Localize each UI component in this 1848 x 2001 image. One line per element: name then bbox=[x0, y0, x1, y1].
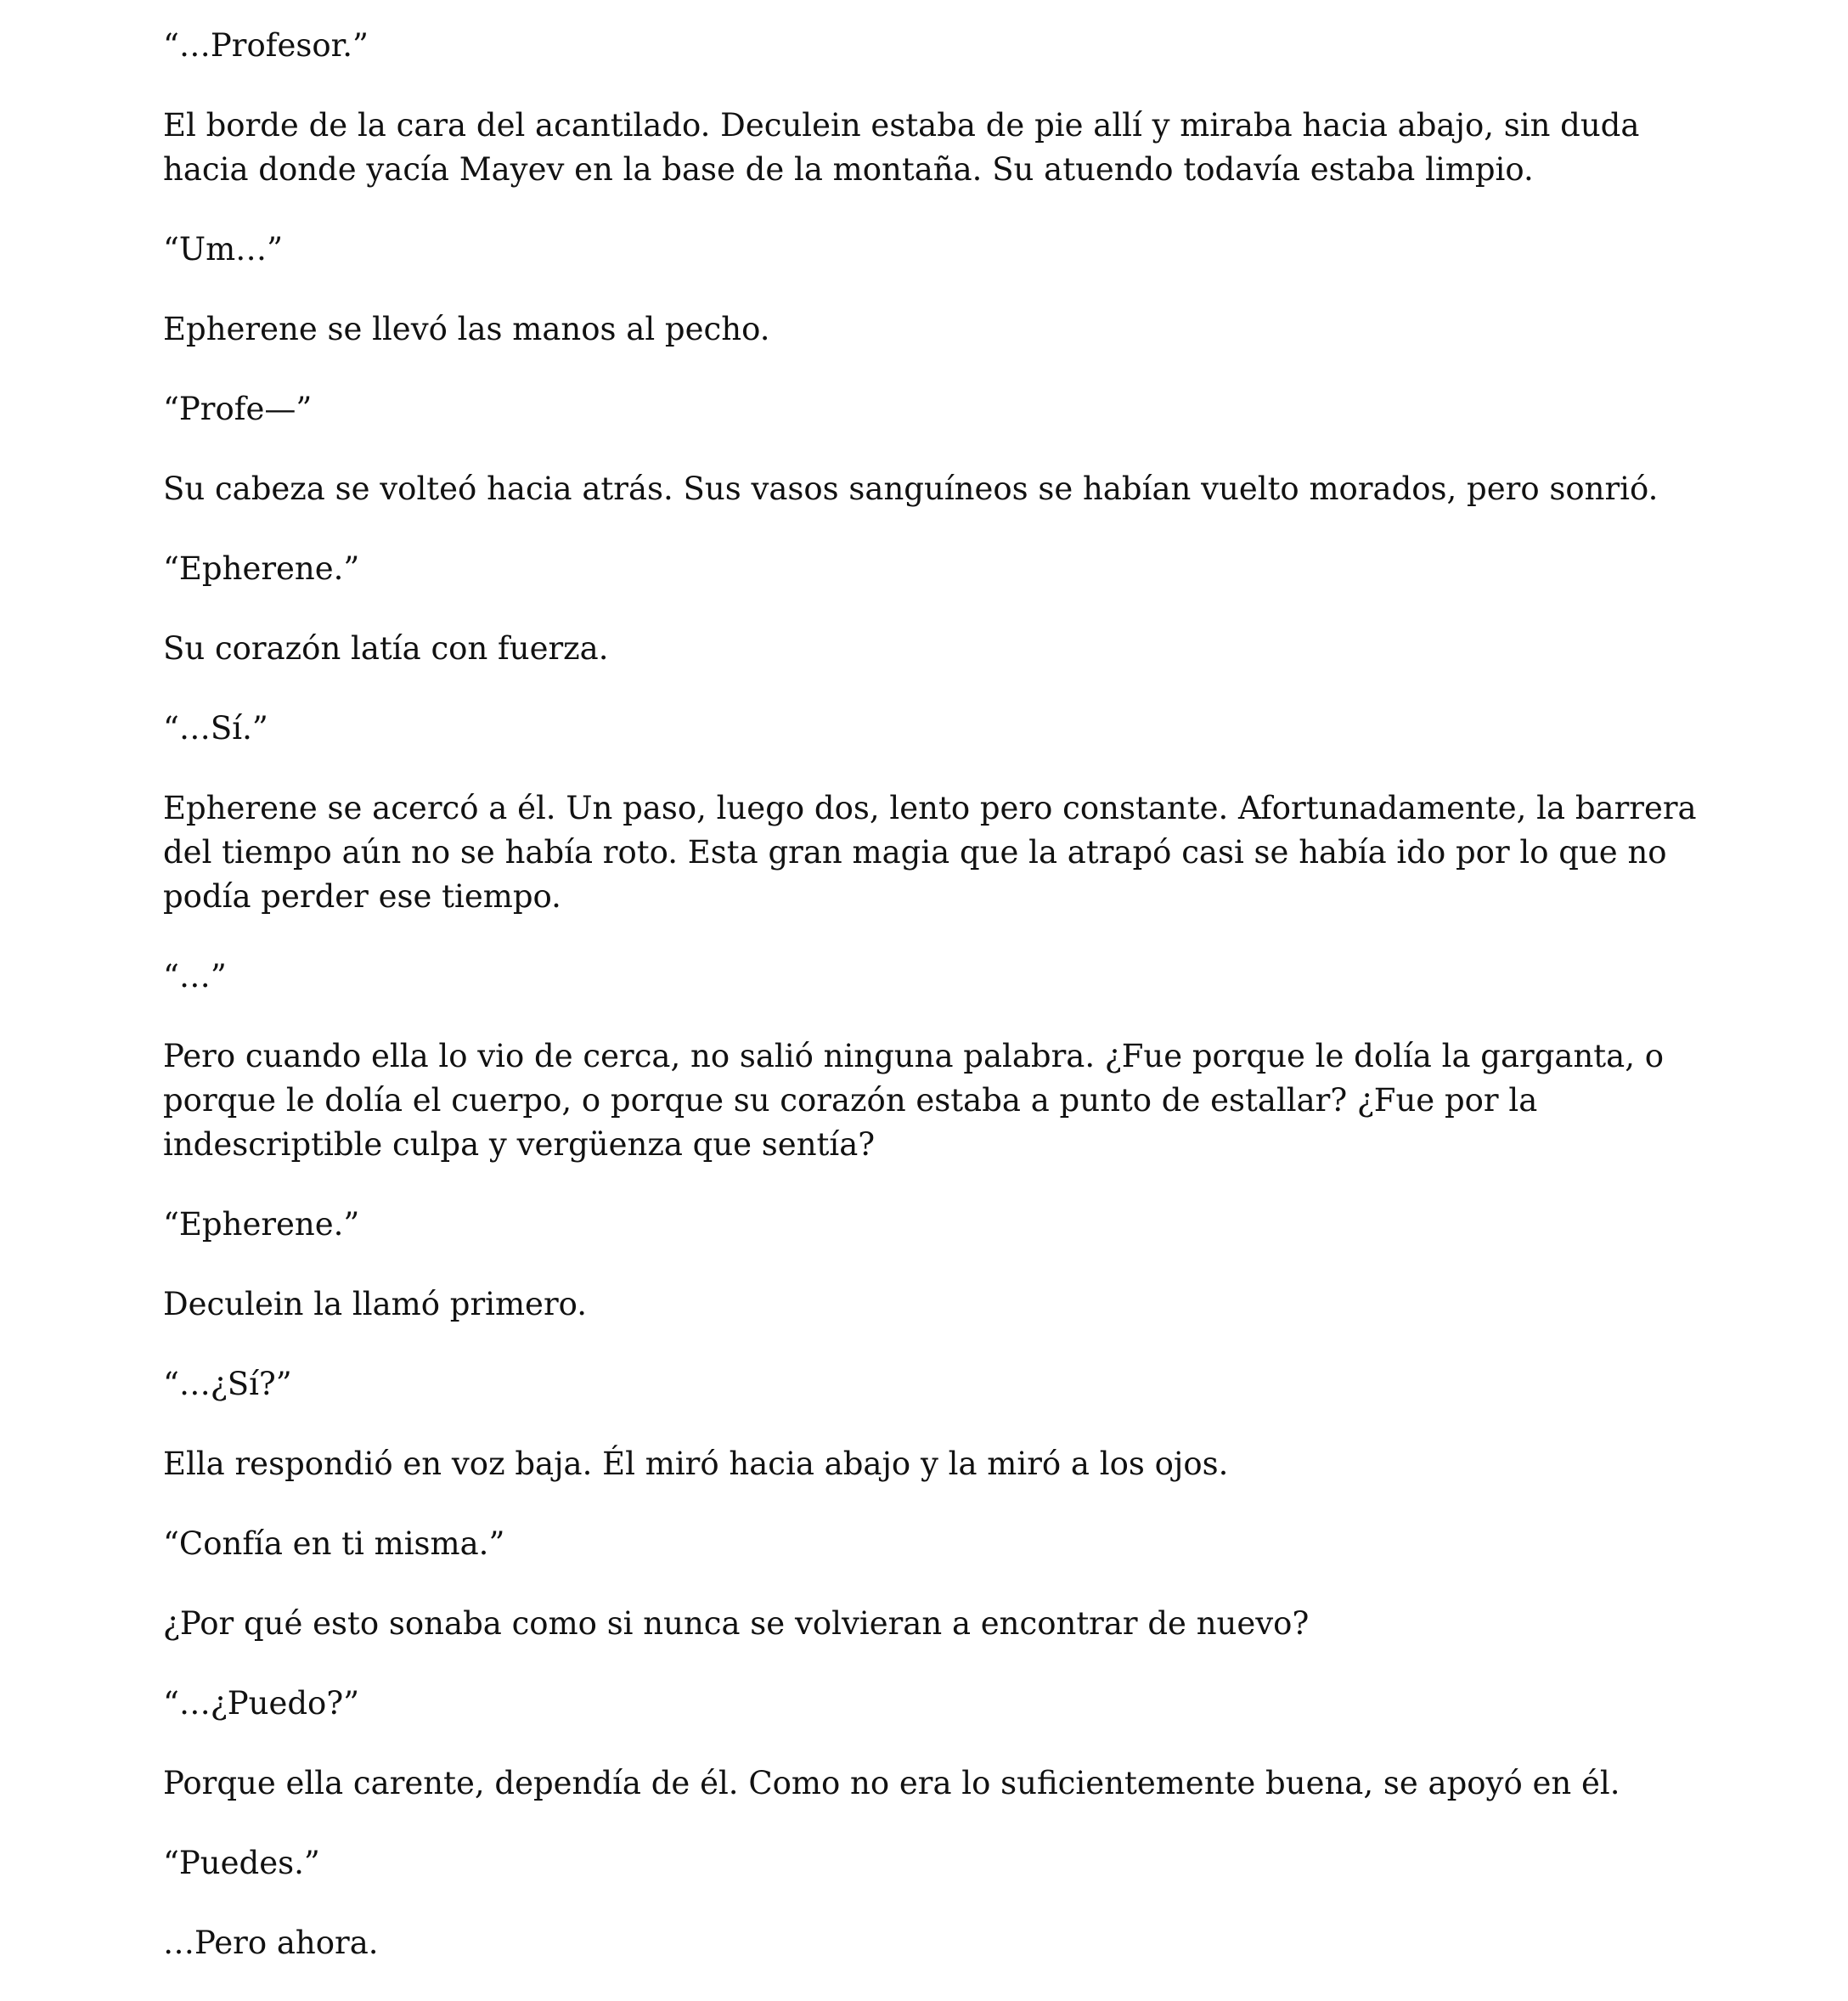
document-page bbox=[163, 24, 1700, 2001]
paragraph-8: Su corazón latía con fuerza. bbox=[163, 630, 609, 667]
paragraph-1: “…Profesor.” bbox=[163, 27, 369, 64]
paragraph-9: “…Sí.” bbox=[163, 710, 268, 747]
paragraph-17: “Confía en ti misma.” bbox=[163, 1525, 505, 1562]
paragraph-13: “Epherene.” bbox=[163, 1206, 360, 1243]
paragraph-3: “Um…” bbox=[163, 231, 284, 268]
paragraph-19: “…¿Puedo?” bbox=[163, 1685, 360, 1722]
paragraph-2: El borde de la cara del acantilado. Deculein estaba de pie allí y miraba hacia abajo, sin duda hacia donde yacía Mayev en la base de la montaña. Su atuendo todavía estaba limpio. bbox=[163, 107, 1640, 188]
paragraph-11: “…” bbox=[163, 958, 227, 995]
paragraph-10: Epherene se acercó a él. Un paso, luego dos, lento pero constante. Afortunadamente, la barrera del tiempo aún no se había roto. Esta gran magia que la atrapó casi se había ido por lo que no podía perder ese tiempo. bbox=[163, 790, 1697, 915]
paragraph-21: “Puedes.” bbox=[163, 1845, 320, 1881]
paragraph-15: “…¿Sí?” bbox=[163, 1366, 292, 1402]
paragraph-20: Porque ella carente, dependía de él. Como no era lo suficientemente buena, se apoyó en él. bbox=[163, 1765, 1620, 1801]
paragraph-5: “Profe—” bbox=[163, 391, 313, 427]
paragraph-16: Ella respondió en voz baja. Él miró hacia abajo y la miró a los ojos. bbox=[163, 1446, 1229, 1482]
paragraph-6: Su cabeza se volteó hacia atrás. Sus vasos sanguíneos se habían vuelto morados, pero sonrió. bbox=[163, 471, 1659, 507]
paragraph-18: ¿Por qué esto sonaba como si nunca se volvieran a encontrar de nuevo? bbox=[163, 1605, 1310, 1642]
paragraph-22: …Pero ahora. bbox=[163, 1925, 379, 1961]
paragraph-12: Pero cuando ella lo vio de cerca, no salió ninguna palabra. ¿Fue porque le dolía la garganta, o porque le dolía el cuerpo, o porque su corazón estaba a punto de estallar? ¿Fue por la indescriptible culpa y vergüenza que sentía? bbox=[163, 1038, 1665, 1163]
paragraph-7: “Epherene.” bbox=[163, 550, 360, 587]
paragraph-14: Deculein la llamó primero. bbox=[163, 1286, 588, 1322]
paragraph-4: Epherene se llevó las manos al pecho. bbox=[163, 311, 770, 347]
